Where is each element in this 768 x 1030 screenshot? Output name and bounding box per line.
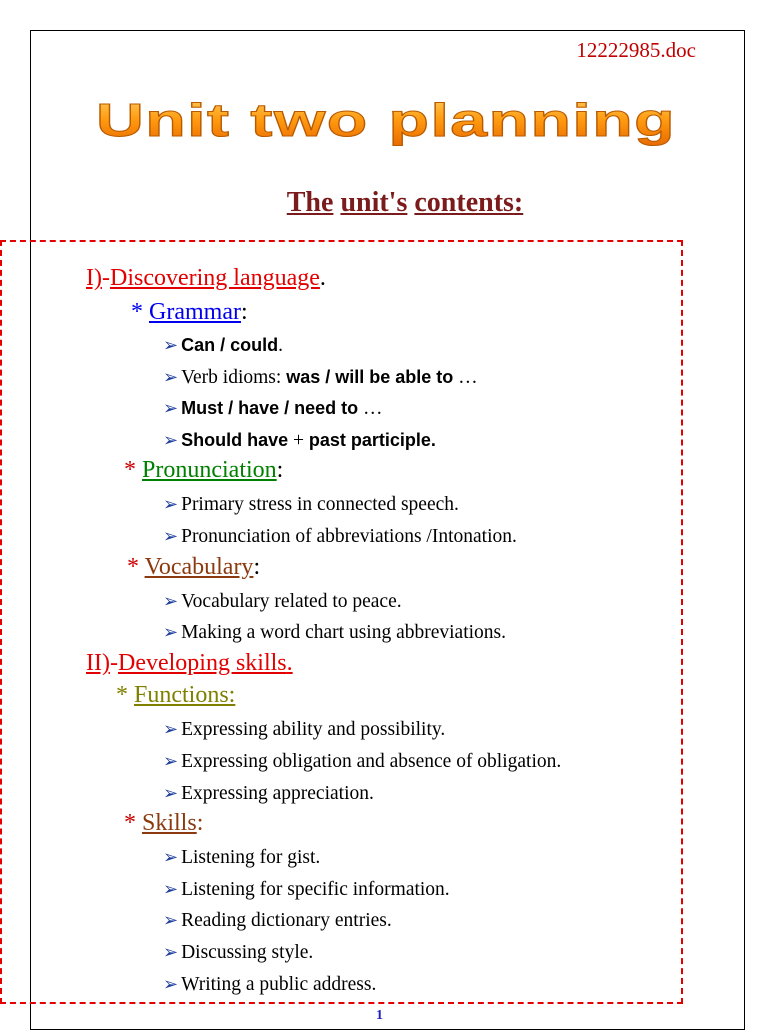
- list-item: ➢ Primary stress in connected speech.: [163, 494, 459, 515]
- contents-heading-colon: :: [513, 187, 524, 218]
- section-separator: -: [101, 265, 110, 291]
- bullet-arrow-icon: ➢: [163, 783, 179, 803]
- list-item: ➢ Expressing appreciation.: [163, 783, 374, 804]
- contents-heading-word-2: unit's: [340, 187, 408, 218]
- contents-heading-word-3: contents: [414, 187, 514, 218]
- subhead-skills: [124, 810, 203, 837]
- subhead-label: Grammar: [149, 299, 241, 325]
- subhead-star: *: [127, 554, 139, 580]
- section-end: .: [286, 650, 293, 676]
- list-item: ➢ Must / have / need to …: [163, 398, 383, 419]
- subhead-pronunciation: [124, 457, 283, 484]
- bullet-arrow-icon: ➢: [163, 526, 179, 546]
- subhead-functions: [116, 682, 235, 709]
- subhead-colon: :: [240, 299, 248, 325]
- contents-heading-word-1: The: [286, 187, 334, 218]
- section-developing-skills: [86, 650, 293, 677]
- subhead-star: *: [124, 457, 136, 483]
- subhead-label: Functions:: [134, 682, 236, 708]
- section-end: .: [319, 265, 326, 291]
- bullet-arrow-icon: ➢: [163, 751, 179, 771]
- document-filename: 12222985.doc: [576, 38, 696, 62]
- subhead-vocabulary: [127, 554, 260, 581]
- list-item: ➢ Listening for gist.: [163, 847, 321, 868]
- list-item: ➢ Pronunciation of abbreviations /Intonation.: [163, 526, 517, 547]
- title-wordart: [0, 88, 768, 168]
- section-label: Developing skills: [117, 650, 287, 676]
- bullet-arrow-icon: ➢: [163, 622, 179, 642]
- subhead-colon: :: [253, 554, 261, 580]
- list-item: ➢ Writing a public address.: [163, 974, 377, 995]
- bullet-arrow-icon: ➢: [163, 974, 179, 994]
- subhead-star: *: [116, 682, 128, 708]
- bullet-arrow-icon: ➢: [163, 847, 179, 867]
- section-separator: -: [109, 650, 118, 676]
- subhead-colon: :: [196, 810, 204, 836]
- list-item: ➢ Making a word chart using abbreviations.: [163, 622, 507, 643]
- list-item: ➢ Expressing ability and possibility.: [163, 719, 446, 740]
- bullet-arrow-icon: ➢: [163, 942, 179, 962]
- page-number: 1: [376, 1008, 383, 1023]
- list-item: ➢ Vocabulary related to peace.: [163, 591, 402, 612]
- bullet-arrow-icon: ➢: [163, 719, 179, 739]
- list-item: ➢ Verb idioms: was / will be able to …: [163, 367, 478, 388]
- subhead-star: *: [131, 299, 143, 325]
- bullet-arrow-icon: ➢: [163, 494, 179, 514]
- bullet-arrow-icon: ➢: [163, 591, 179, 611]
- bullet-arrow-icon: ➢: [163, 910, 179, 930]
- subhead-label: Vocabulary: [144, 554, 254, 580]
- subhead-grammar: [131, 299, 248, 326]
- list-item: ➢ Reading dictionary entries.: [163, 910, 392, 931]
- bullet-arrow-icon: ➢: [163, 430, 179, 450]
- bullet-arrow-icon: ➢: [163, 367, 179, 387]
- subhead-colon: :: [276, 457, 284, 483]
- bullet-arrow-icon: ➢: [163, 398, 179, 418]
- contents-heading: [0, 187, 768, 219]
- section-number: I): [86, 265, 102, 291]
- list-item: ➢ Can / could.: [163, 335, 283, 356]
- bullet-arrow-icon: ➢: [163, 335, 179, 355]
- subhead-star: *: [124, 810, 136, 836]
- list-item: ➢ Expressing obligation and absence of obligation.: [163, 751, 562, 772]
- list-item: ➢ Should have + past participle.: [163, 430, 436, 451]
- subhead-label: Skills: [142, 810, 197, 836]
- list-item: ➢ Discussing style.: [163, 942, 314, 963]
- section-discovering-language: [86, 265, 326, 292]
- list-item: ➢ Listening for specific information.: [163, 879, 450, 900]
- page-title: Unit two planning: [96, 94, 676, 146]
- section-label: Discovering language: [109, 265, 320, 291]
- subhead-label: Pronunciation: [142, 457, 277, 483]
- section-number: II): [86, 650, 110, 676]
- bullet-arrow-icon: ➢: [163, 879, 179, 899]
